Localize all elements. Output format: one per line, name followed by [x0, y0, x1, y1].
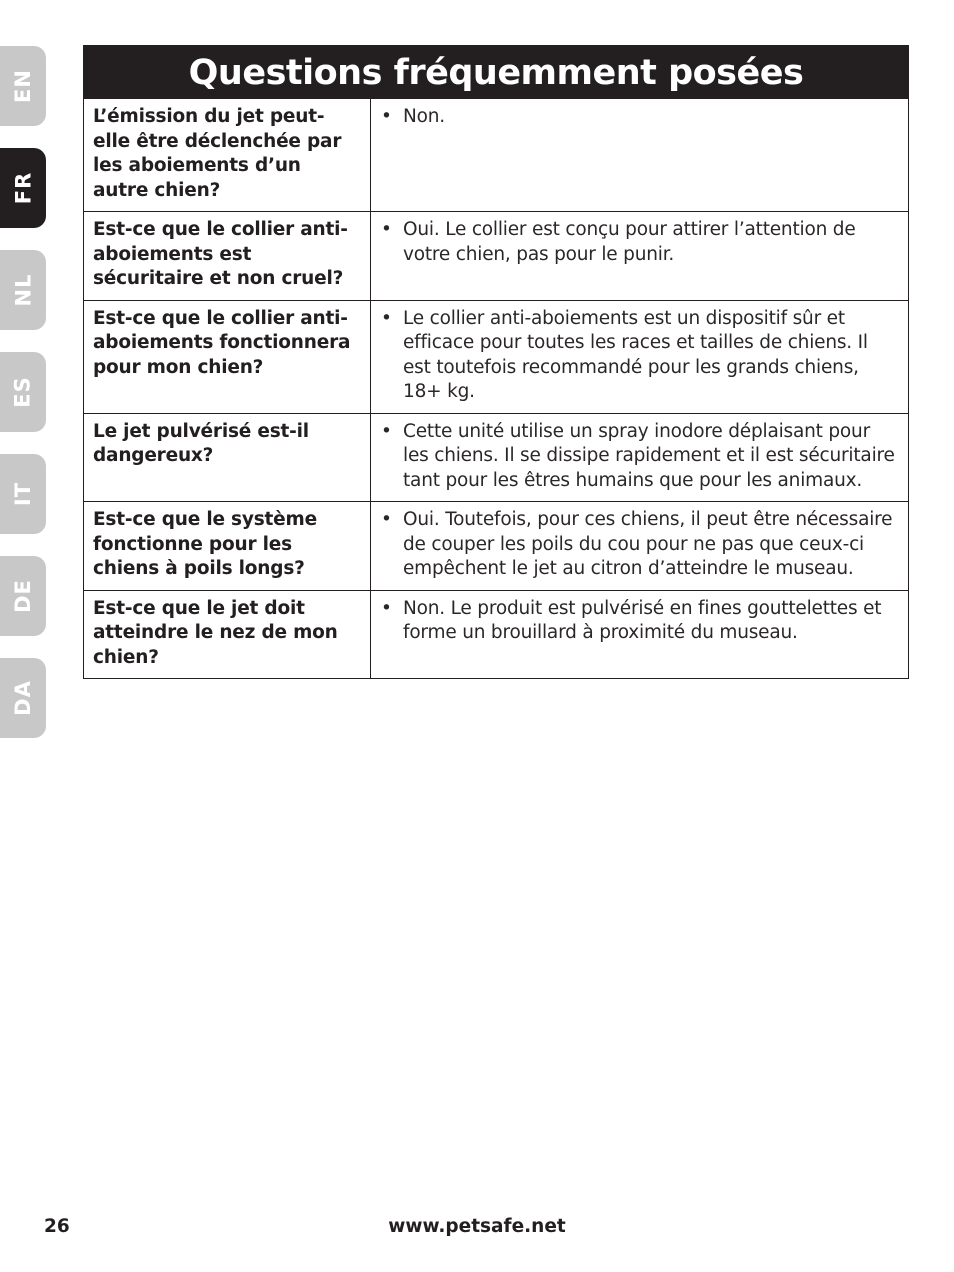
lang-tab-label: IT: [10, 481, 35, 507]
lang-tab-label: FR: [10, 171, 35, 205]
faq-answer: Cette unité utilise un spray inodore déplaisant pour les chiens. Il se dissipe rapidement et il est sécuritaire tant pour les êtres humains que pour les animaux.: [403, 420, 895, 491]
faq-answer: Le collier anti-aboiements est un dispositif sûr et efficace pour toutes les races et tailles de chiens. Il est toutefois recommandé pour les grands chiens, 18+ kg.: [403, 307, 868, 402]
faq-answer: Non.: [403, 106, 445, 127]
faq-grid: [84, 98, 908, 678]
faq-question: L’émission du jet peut-elle être déclenchée par les aboiements d’un autre chien?: [84, 99, 371, 212]
bullet-icon: •: [381, 597, 392, 619]
faq-answer-cell: [371, 502, 909, 591]
lang-tab-de[interactable]: [0, 556, 46, 636]
lang-tab-label: NL: [11, 273, 35, 307]
lang-tab-nl[interactable]: [0, 250, 46, 330]
faq-answer-cell: [371, 212, 909, 301]
bullet-icon: •: [381, 307, 392, 329]
footer-url[interactable]: www.petsafe.net: [388, 1216, 566, 1237]
lang-tab-fr[interactable]: [0, 148, 46, 228]
bullet-icon: •: [381, 509, 392, 530]
faq-answer-cell: [371, 300, 909, 413]
faq-question: Est-ce que le système fonctionne pour les chiens à poils longs?: [84, 502, 371, 591]
faq-answer-cell: [371, 413, 909, 502]
faq-row: [84, 590, 908, 678]
faq-row: [84, 413, 908, 502]
lang-tab-label: DA: [11, 680, 35, 716]
lang-tab-en[interactable]: [0, 46, 46, 126]
lang-tab-label: ES: [10, 376, 35, 408]
faq-answer-cell: [371, 99, 909, 212]
faq-row: [84, 300, 908, 413]
faq-row: [84, 502, 908, 591]
faq-row: [84, 212, 908, 301]
faq-answer: Oui. Toutefois, pour ces chiens, il peut être nécessaire de couper les poils du cou pour ne pas que ceux-ci empêchent le jet au citron d’atteindre le museau.: [403, 509, 893, 579]
lang-tab-es[interactable]: [0, 352, 46, 432]
lang-tab-label: DE: [11, 579, 35, 613]
faq-question: Est-ce que le jet doit atteindre le nez de mon chien?: [84, 590, 371, 678]
lang-tab-it[interactable]: [0, 454, 46, 534]
lang-tab-da[interactable]: [0, 658, 46, 738]
faq-answer-cell: [371, 590, 909, 678]
faq-table: [83, 45, 909, 679]
bullet-icon: •: [381, 219, 392, 240]
faq-question: Est-ce que le collier anti-aboiements est sécuritaire et non cruel?: [84, 212, 371, 301]
page-footer: [0, 1216, 954, 1242]
faq-row: [84, 99, 908, 212]
page-number: 26: [44, 1216, 70, 1237]
faq-title: Questions fréquemment posées: [84, 46, 908, 98]
faq-answer: Oui. Le collier est conçu pour attirer l’attention de votre chien, pas pour le punir.: [403, 219, 856, 265]
faq-answer: Non. Le produit est pulvérisé en fines gouttelettes et forme un brouillard à proximité du museau.: [403, 597, 882, 643]
faq-question: Est-ce que le collier anti-aboiements fonctionnera pour mon chien?: [84, 300, 371, 413]
faq-question: Le jet pulvérisé est-il dangereux?: [84, 413, 371, 502]
bullet-icon: •: [381, 420, 392, 442]
bullet-icon: •: [381, 106, 392, 127]
lang-tab-label: EN: [10, 69, 35, 103]
